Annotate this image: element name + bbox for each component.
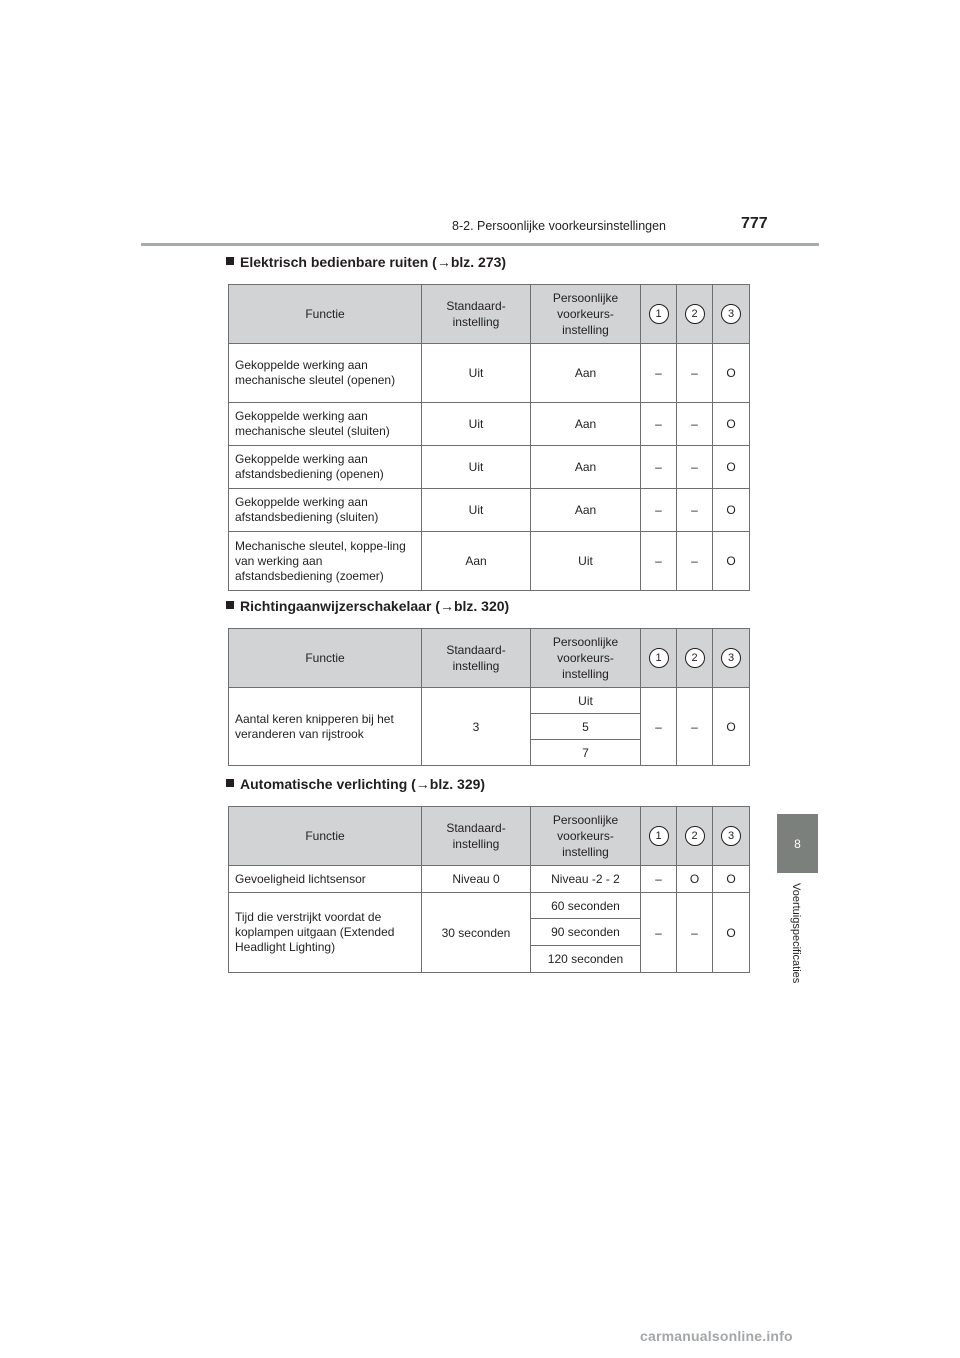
col-default: Standaard-instelling bbox=[422, 285, 531, 344]
cell-personal: Aan bbox=[531, 403, 641, 446]
cell-c2: – bbox=[677, 489, 713, 532]
cell-c3: O bbox=[713, 532, 750, 591]
bullet-square-icon bbox=[226, 601, 234, 609]
cell-function: Gekoppelde werking aan afstandsbediening (openen) bbox=[229, 446, 422, 489]
cell-c2: – bbox=[677, 688, 713, 766]
col-function: Functie bbox=[229, 629, 422, 688]
col-3 bbox=[713, 285, 750, 344]
section-title-windows bbox=[226, 254, 506, 270]
settings-table-turn-signal bbox=[228, 628, 750, 766]
section-title-text: Elektrisch bedienbare ruiten (→blz. 273) bbox=[240, 254, 507, 270]
cell-c1: – bbox=[641, 489, 677, 532]
watermark[interactable]: carmanualsonline.info bbox=[640, 1328, 793, 1344]
cell-c2: – bbox=[677, 893, 713, 973]
section-breadcrumb: 8-2. Persoonlijke voorkeursinstellingen bbox=[452, 219, 667, 233]
table-row bbox=[229, 344, 750, 403]
cell-personal-option: 5 bbox=[531, 714, 641, 740]
circled-one-icon: 1 bbox=[649, 304, 669, 324]
chapter-label-text: Voertuigspecificaties bbox=[790, 883, 802, 984]
col-2 bbox=[677, 629, 713, 688]
cell-function: Gekoppelde werking aan mechanische sleutel (openen) bbox=[229, 344, 422, 403]
cell-function: Tijd die verstrijkt voordat de koplampen uitgaan (Extended Headlight Lighting) bbox=[229, 893, 422, 973]
cell-c3: O bbox=[713, 489, 750, 532]
table-row bbox=[229, 532, 750, 591]
col-1 bbox=[641, 629, 677, 688]
cell-default: Niveau 0 bbox=[422, 866, 531, 893]
circled-one-icon: 1 bbox=[649, 826, 669, 846]
settings-table-windows bbox=[228, 284, 750, 591]
cell-personal: Aan bbox=[531, 446, 641, 489]
cell-personal: Niveau -2 - 2 bbox=[531, 866, 641, 893]
cell-c1: – bbox=[641, 403, 677, 446]
cell-default: 3 bbox=[422, 688, 531, 766]
cell-function: Gekoppelde werking aan mechanische sleutel (sluiten) bbox=[229, 403, 422, 446]
col-1 bbox=[641, 807, 677, 866]
cell-c2: – bbox=[677, 344, 713, 403]
col-function: Functie bbox=[229, 807, 422, 866]
cell-c1: – bbox=[641, 688, 677, 766]
cell-default: Aan bbox=[422, 532, 531, 591]
table-header-row bbox=[229, 629, 750, 688]
bullet-square-icon bbox=[226, 779, 234, 787]
cell-c1: – bbox=[641, 446, 677, 489]
cell-c3: O bbox=[713, 403, 750, 446]
cell-c2: – bbox=[677, 532, 713, 591]
chapter-label bbox=[788, 883, 806, 1003]
col-personal: Persoonlijke voorkeurs-instelling bbox=[531, 285, 641, 344]
cell-c2: O bbox=[677, 866, 713, 893]
col-personal: Persoonlijke voorkeurs-instelling bbox=[531, 807, 641, 866]
cell-c3: O bbox=[713, 866, 750, 893]
cell-default: Uit bbox=[422, 344, 531, 403]
cell-c1: – bbox=[641, 893, 677, 973]
circled-one-icon: 1 bbox=[649, 648, 669, 668]
cell-c3: O bbox=[713, 446, 750, 489]
section-title-auto-lighting bbox=[226, 776, 485, 792]
cell-personal-option: 7 bbox=[531, 740, 641, 766]
cell-function: Gekoppelde werking aan afstandsbediening (sluiten) bbox=[229, 489, 422, 532]
settings-table-auto-lighting bbox=[228, 806, 750, 973]
header-divider bbox=[141, 243, 819, 246]
cell-c3: O bbox=[713, 344, 750, 403]
table-row bbox=[229, 866, 750, 893]
cell-personal-option: 120 seconden bbox=[531, 946, 641, 973]
circled-two-icon: 2 bbox=[685, 304, 705, 324]
cell-default: 30 seconden bbox=[422, 893, 531, 973]
cell-function: Mechanische sleutel, koppe-ling van werking aan afstandsbediening (zoemer) bbox=[229, 532, 422, 591]
cell-c1: – bbox=[641, 344, 677, 403]
bullet-square-icon bbox=[226, 257, 234, 265]
cell-personal: Aan bbox=[531, 489, 641, 532]
circled-three-icon: 3 bbox=[721, 304, 741, 324]
cell-c2: – bbox=[677, 446, 713, 489]
circled-two-icon: 2 bbox=[685, 648, 705, 668]
col-2 bbox=[677, 285, 713, 344]
cell-function: Aantal keren knipperen bij het veranderen van rijstrook bbox=[229, 688, 422, 766]
page-number: 777 bbox=[741, 215, 768, 232]
cell-default: Uit bbox=[422, 446, 531, 489]
table-row bbox=[229, 446, 750, 489]
chapter-tab: 8 bbox=[777, 814, 818, 873]
cell-c1: – bbox=[641, 532, 677, 591]
cell-personal-option: Uit bbox=[531, 688, 641, 714]
circled-three-icon: 3 bbox=[721, 648, 741, 668]
circled-two-icon: 2 bbox=[685, 826, 705, 846]
cell-c3: O bbox=[713, 893, 750, 973]
col-3 bbox=[713, 629, 750, 688]
cell-c2: – bbox=[677, 403, 713, 446]
col-default: Standaard-instelling bbox=[422, 629, 531, 688]
section-title-text: Richtingaanwijzerschakelaar (→blz. 320) bbox=[240, 598, 510, 614]
table-row bbox=[229, 893, 750, 919]
table-header-row bbox=[229, 285, 750, 344]
col-function: Functie bbox=[229, 285, 422, 344]
col-default: Standaard-instelling bbox=[422, 807, 531, 866]
cell-default: Uit bbox=[422, 489, 531, 532]
table-row bbox=[229, 489, 750, 532]
cell-personal: Aan bbox=[531, 344, 641, 403]
section-title-text: Automatische verlichting (→blz. 329) bbox=[240, 776, 486, 792]
cell-c1: – bbox=[641, 866, 677, 893]
col-1 bbox=[641, 285, 677, 344]
table-row bbox=[229, 688, 750, 714]
section-title-turn-signal bbox=[226, 598, 509, 614]
col-3 bbox=[713, 807, 750, 866]
cell-default: Uit bbox=[422, 403, 531, 446]
cell-function: Gevoeligheid lichtsensor bbox=[229, 866, 422, 893]
col-2 bbox=[677, 807, 713, 866]
table-header-row bbox=[229, 807, 750, 866]
cell-personal-option: 90 seconden bbox=[531, 919, 641, 946]
cell-personal: Uit bbox=[531, 532, 641, 591]
cell-c3: O bbox=[713, 688, 750, 766]
cell-personal-option: 60 seconden bbox=[531, 893, 641, 919]
circled-three-icon: 3 bbox=[721, 826, 741, 846]
table-row bbox=[229, 403, 750, 446]
col-personal: Persoonlijke voorkeurs-instelling bbox=[531, 629, 641, 688]
